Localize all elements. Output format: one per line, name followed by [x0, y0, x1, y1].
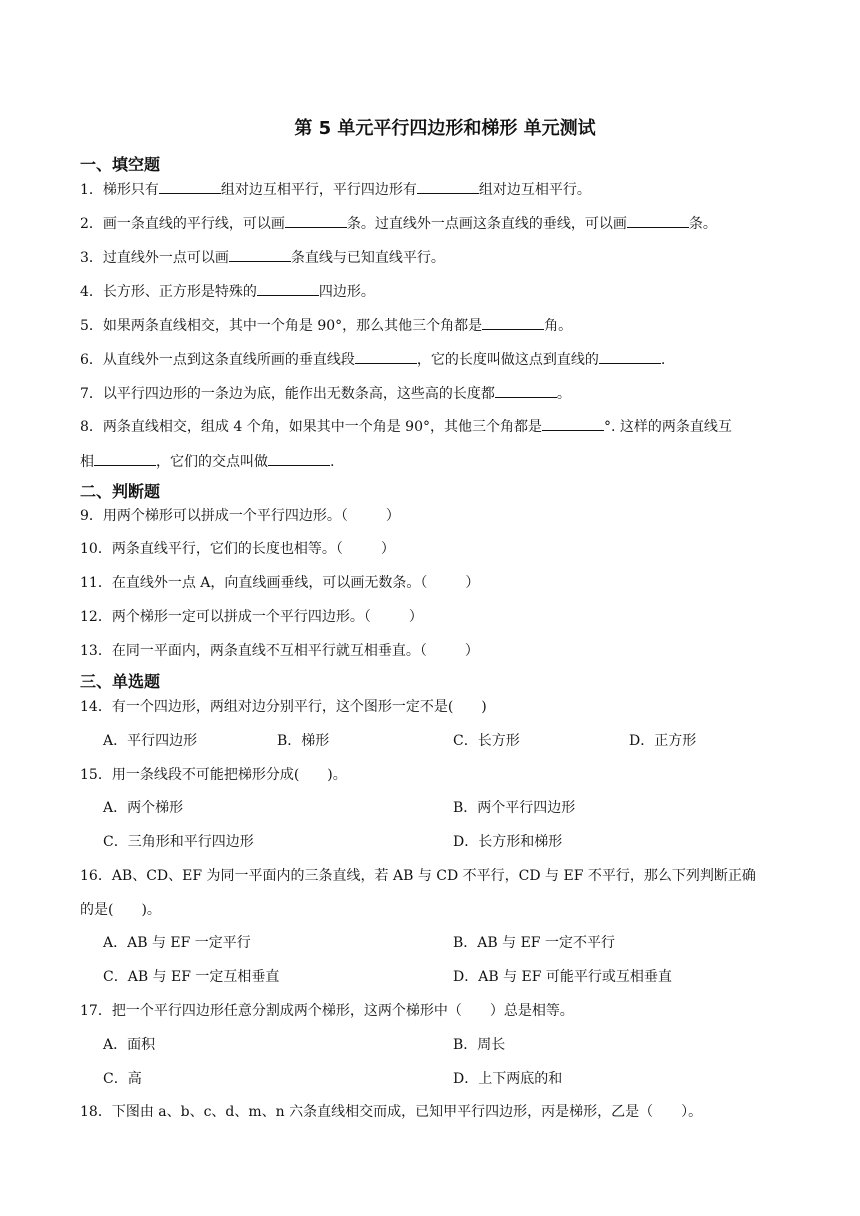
question-8-continued: [80, 451, 334, 472]
answer-blank[interactable]: [542, 416, 604, 431]
question-text: 9．用两个梯形可以拼成一个平行四边形。（: [80, 508, 348, 524]
question-text: ）: [465, 575, 480, 591]
question-16-continued: 的是( )。: [80, 902, 161, 918]
answer-blank[interactable]: [495, 383, 557, 398]
question-text: 2．画一条直线的平行线，可以画: [80, 216, 285, 232]
question-text: 条。过直线外一点画这条直线的垂线，可以画: [346, 216, 627, 232]
question-15: 15．用一条线段不可能把梯形分成( )。: [80, 767, 347, 783]
option-c[interactable]: C．长方形: [453, 733, 520, 749]
option-a[interactable]: A．面积: [103, 1037, 156, 1053]
question-16: 16．AB、CD、EF 为同一平面内的三条直线，若 AB 与 CD 不平行，CD 与 EF 不平行，那么下列判断正确: [80, 868, 756, 884]
option-c[interactable]: C．高: [103, 1071, 142, 1087]
option-b[interactable]: B．周长: [453, 1037, 506, 1053]
option-a[interactable]: A．AB 与 EF 一定平行: [103, 935, 251, 951]
question-text: 条。: [688, 216, 717, 232]
question-text: 条直线与已知直线平行。: [290, 250, 445, 266]
answer-blank[interactable]: [417, 179, 479, 194]
question-text: ）: [464, 643, 479, 659]
question-text: 角。: [544, 318, 573, 334]
section-multiple-choice: 三、单选题: [80, 672, 161, 691]
question-text: 5．如果两条直线相交，其中一个角是 90°，那么其他三个角都是: [80, 318, 483, 334]
answer-blank[interactable]: [355, 349, 417, 364]
option-b[interactable]: B．梯形: [277, 733, 330, 749]
question-text: 12．两个梯形一定可以拼成一个平行四边形。（: [80, 609, 371, 625]
question-text: 10．两条直线平行，它们的长度也相等。（: [80, 541, 343, 557]
question-13: [80, 641, 479, 661]
question-1: [80, 179, 591, 200]
option-c[interactable]: C．AB 与 EF 一定互相垂直: [103, 969, 280, 985]
question-text: 相: [80, 454, 94, 470]
option-b[interactable]: B．AB 与 EF 一定不平行: [453, 935, 615, 951]
question-8: [80, 416, 732, 437]
option-d[interactable]: D．AB 与 EF 可能平行或互相垂直: [453, 969, 672, 985]
question-3: [80, 247, 445, 268]
question-6: [80, 349, 665, 370]
section-fill-in: 一、填空题: [80, 155, 161, 174]
question-text: 11．在直线外一点 A，向直线画垂线，可以画无数条。（: [80, 575, 428, 591]
question-4: [80, 281, 375, 302]
option-c[interactable]: C．三角形和平行四边形: [103, 834, 254, 850]
question-text: ）: [408, 609, 423, 625]
question-11: [80, 573, 479, 593]
question-text: ）: [380, 541, 395, 557]
question-text: 4．长方形、正方形是特殊的: [80, 284, 257, 300]
answer-blank[interactable]: [268, 451, 330, 466]
question-12: [80, 607, 423, 627]
question-text: 四边形。: [318, 284, 375, 300]
question-text: 1．梯形只有: [80, 182, 159, 198]
question-text: ，它们的交点叫做: [156, 454, 268, 470]
page-title: 第 5 单元平行四边形和梯形 单元测试: [294, 118, 596, 139]
question-text: 8．两条直线相交，组成 4 个角，如果其中一个角是 90°，其他三个角都是: [80, 419, 542, 435]
question-text: .: [660, 352, 666, 368]
question-14: 14．有一个四边形，两组对边分别平行，这个图形一定不是( ): [80, 699, 487, 715]
answer-blank[interactable]: [159, 179, 221, 194]
question-text: °. 这样的两条直线互: [603, 419, 732, 435]
question-text: 7．以平行四边形的一条边为底，能作出无数条高，这些高的长度都: [80, 386, 495, 402]
option-d[interactable]: D．正方形: [629, 733, 697, 749]
answer-blank[interactable]: [285, 213, 347, 228]
option-d[interactable]: D．上下两底的和: [453, 1071, 563, 1087]
answer-blank[interactable]: [482, 315, 544, 330]
answer-blank[interactable]: [94, 451, 156, 466]
question-text: 3．过直线外一点可以画: [80, 250, 229, 266]
question-text: 组对边互相平行，平行四边形有: [220, 182, 417, 198]
question-9: [80, 506, 400, 526]
question-17: 17．把一个平行四边形任意分割成两个梯形，这两个梯形中（ ）总是相等。: [80, 1003, 574, 1019]
question-text: .: [330, 454, 335, 470]
question-5: [80, 315, 572, 336]
question-text: 。: [556, 386, 571, 402]
option-b[interactable]: B．两个平行四边形: [453, 800, 576, 816]
answer-blank[interactable]: [599, 349, 661, 364]
option-a[interactable]: A．平行四边形: [103, 733, 198, 749]
question-text: ，它的长度叫做这点到直线的: [416, 352, 599, 368]
question-2: [80, 213, 717, 234]
question-text: 13．在同一平面内，两条直线不互相平行就互相垂直。（: [80, 643, 427, 659]
answer-blank[interactable]: [627, 213, 689, 228]
question-18: 18．下图由 a、b、c、d、m、n 六条直线相交而成，已知甲平行四边形，丙是梯形，乙是（ ）。: [80, 1104, 703, 1120]
question-text: 6．从直线外一点到这条直线所画的垂直线段: [80, 352, 355, 368]
question-7: [80, 383, 571, 404]
question-10: [80, 539, 395, 559]
question-text: 组对边互相平行。: [478, 182, 591, 198]
option-d[interactable]: D．长方形和梯形: [453, 834, 563, 850]
answer-blank[interactable]: [229, 247, 291, 262]
section-true-false: 二、判断题: [80, 482, 161, 501]
answer-blank[interactable]: [257, 281, 319, 296]
option-a[interactable]: A．两个梯形: [103, 800, 184, 816]
question-text: ）: [385, 508, 400, 524]
